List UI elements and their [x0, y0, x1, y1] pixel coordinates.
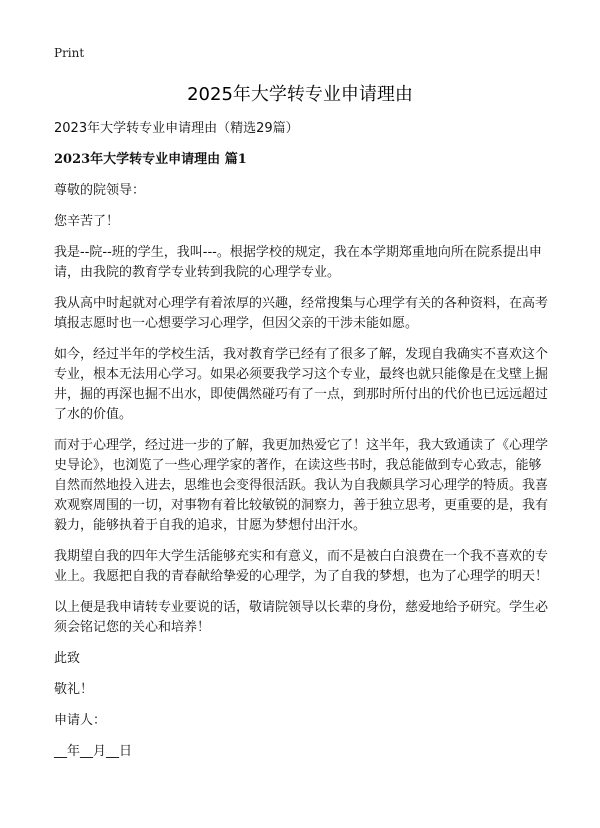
body-paragraph: 如今，经过半年的学校生活，我对教育学已经有了很多了解，发现自我确实不喜欢这个专业，根本无法用心学习。如果必须要我学习这个专业，最终也就只能像是在戈壁上掘井，掘的再深也掘不出水，即使偶然碰巧有了一点，到那时所付出的代价也已远远超过了水的价值。	[54, 347, 549, 422]
section-heading: 2023年大学转专业申请理由 篇1	[54, 152, 247, 167]
greeting: 您辛苦了！	[54, 214, 120, 229]
print-link[interactable]: Print	[54, 46, 85, 60]
document-title: 2025年大学转专业申请理由	[187, 84, 413, 105]
body-paragraph: 我是--院--班的学生，我叫---。根据学校的规定，我在本学期郑重地向所在院系提出申请，由我院的教育学专业转到我院的心理学专业。	[54, 245, 542, 280]
document-subtitle: 2023年大学转专业申请理由（精选29篇）	[54, 121, 299, 136]
closing-salute: 敬礼！	[54, 682, 94, 697]
body-paragraph: 我期望自我的四年大学生活能够充实和有意义，而不是被白白浪费在一个我不喜欢的专业上。我愿把自我的青春献给挚爱的心理学，为了自我的梦想，也为了心理学的明天！	[54, 549, 549, 584]
salutation: 尊敬的院领导：	[54, 183, 146, 198]
body-paragraph: 而对于心理学，经过进一步的了解，我更加热爱它了！这半年，我大致通读了《心理学史导论》，也浏览了一些心理学家的著作，在读这些书时，我总能做到专心致志，能够自然而然地投入进去，思维也会变得很活跃。我认为自我颇具学习心理学的特质。我喜欢观察周围的一切，对事物有着比较敏锐的洞察力，善于独立思考，更重要的是，我有毅力，能够执着于自我的追求，甘愿为梦想付出汗水。	[54, 438, 549, 533]
document-body	[54, 119, 554, 773]
body-paragraph: 我从高中时起就对心理学有着浓厚的兴趣，经常搜集与心理学有关的各种资料，在高考填报志愿时也一心想要学习心理学，但因父亲的干涉未能如愿。	[54, 296, 549, 331]
body-paragraph: 以上便是我申请转专业要说的话，敬请院领导以长辈的身份，慈爱地给予研究。学生必须会铭记您的关心和培养！	[54, 600, 549, 635]
applicant-label: 申请人：	[54, 713, 107, 728]
closing-line: 此致	[54, 651, 81, 666]
date-line: __年__月__日	[54, 744, 133, 759]
